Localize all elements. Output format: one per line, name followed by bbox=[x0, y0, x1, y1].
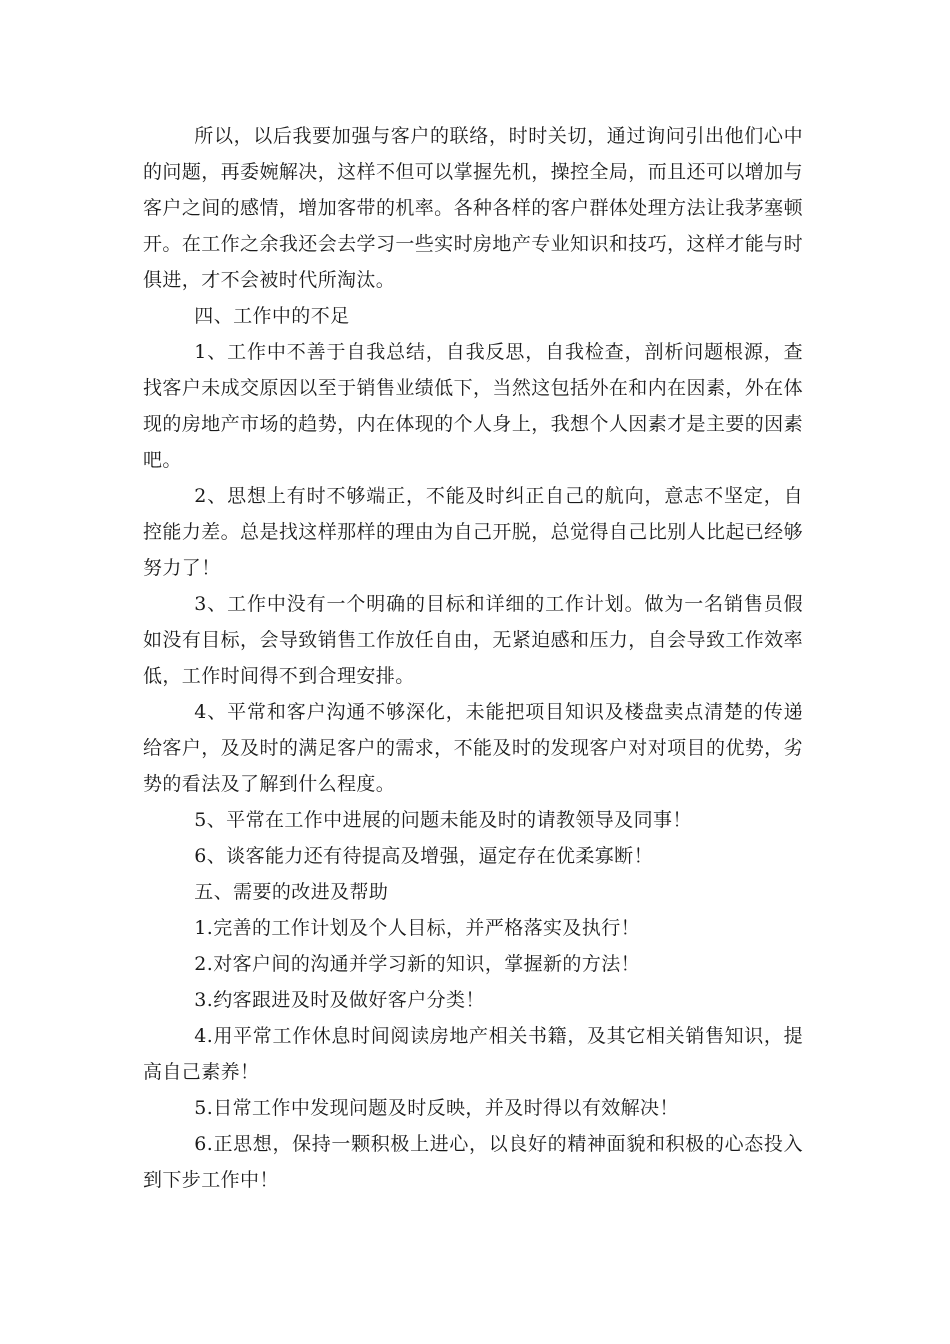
list-item: 6、谈客能力还有待提高及增强，逼定存在优柔寡断！ bbox=[194, 845, 653, 867]
section-heading-improvements: 五、需要的改进及帮助 bbox=[194, 881, 389, 903]
document-page bbox=[143, 118, 803, 1198]
list-item: 4、平常和客户沟通不够深化，未能把项目知识及楼盘卖点清楚的传递给客户，及及时的满足客户的需求，不能及时的发现客户对对项目的优势，劣势的看法及了解到什么程度。 bbox=[143, 701, 803, 795]
list-item: 5、平常在工作中进展的问题未能及时的请教领导及同事！ bbox=[194, 809, 692, 831]
list-item: 4.用平常工作休息时间阅读房地产相关书籍，及其它相关销售知识，提高自己素养！ bbox=[143, 1025, 803, 1083]
section-heading-shortcomings: 四、工作中的不足 bbox=[194, 305, 350, 327]
list-item: 5.日常工作中发现问题及时反映，并及时得以有效解决！ bbox=[194, 1097, 679, 1119]
list-item: 3.约客跟进及时及做好客户分类！ bbox=[194, 989, 485, 1011]
list-item: 1、工作中不善于自我总结，自我反思，自我检查，剖析问题根源，查找客户未成交原因以至于销售业绩低下，当然这包括外在和内在因素，外在体现的房地产市场的趋势，内在体现的个人身上，我想个人因素才是主要的因素吧。 bbox=[143, 341, 803, 471]
list-item: 1.完善的工作计划及个人目标，并严格落实及执行！ bbox=[194, 917, 641, 939]
list-item: 6.正思想，保持一颗积极上进心，以良好的精神面貌和积极的心态投入到下步工作中！ bbox=[143, 1133, 803, 1191]
list-item: 3、工作中没有一个明确的目标和详细的工作计划。做为一名销售员假如没有目标，会导致销售工作放任自由，无紧迫感和压力，自会导致工作效率低，工作时间得不到合理安排。 bbox=[143, 593, 803, 687]
list-item: 2、思想上有时不够端正，不能及时纠正自己的航向，意志不坚定，自控能力差。总是找这样那样的理由为自己开脱，总觉得自己比别人比起已经够努力了！ bbox=[143, 485, 803, 579]
paragraph-intro: 所以，以后我要加强与客户的联络，时时关切，通过询问引出他们心中的问题，再委婉解决，这样不但可以掌握先机，操控全局，而且还可以增加与客户之间的感情，增加客带的机率。各种各样的客户群体处理方法让我茅塞顿开。在工作之余我还会去学习一些实时房地产专业知识和技巧，这样才能与时俱进，才不会被时代所淘汰。 bbox=[143, 125, 803, 291]
list-item: 2.对客户间的沟通并学习新的知识，掌握新的方法！ bbox=[194, 953, 641, 975]
